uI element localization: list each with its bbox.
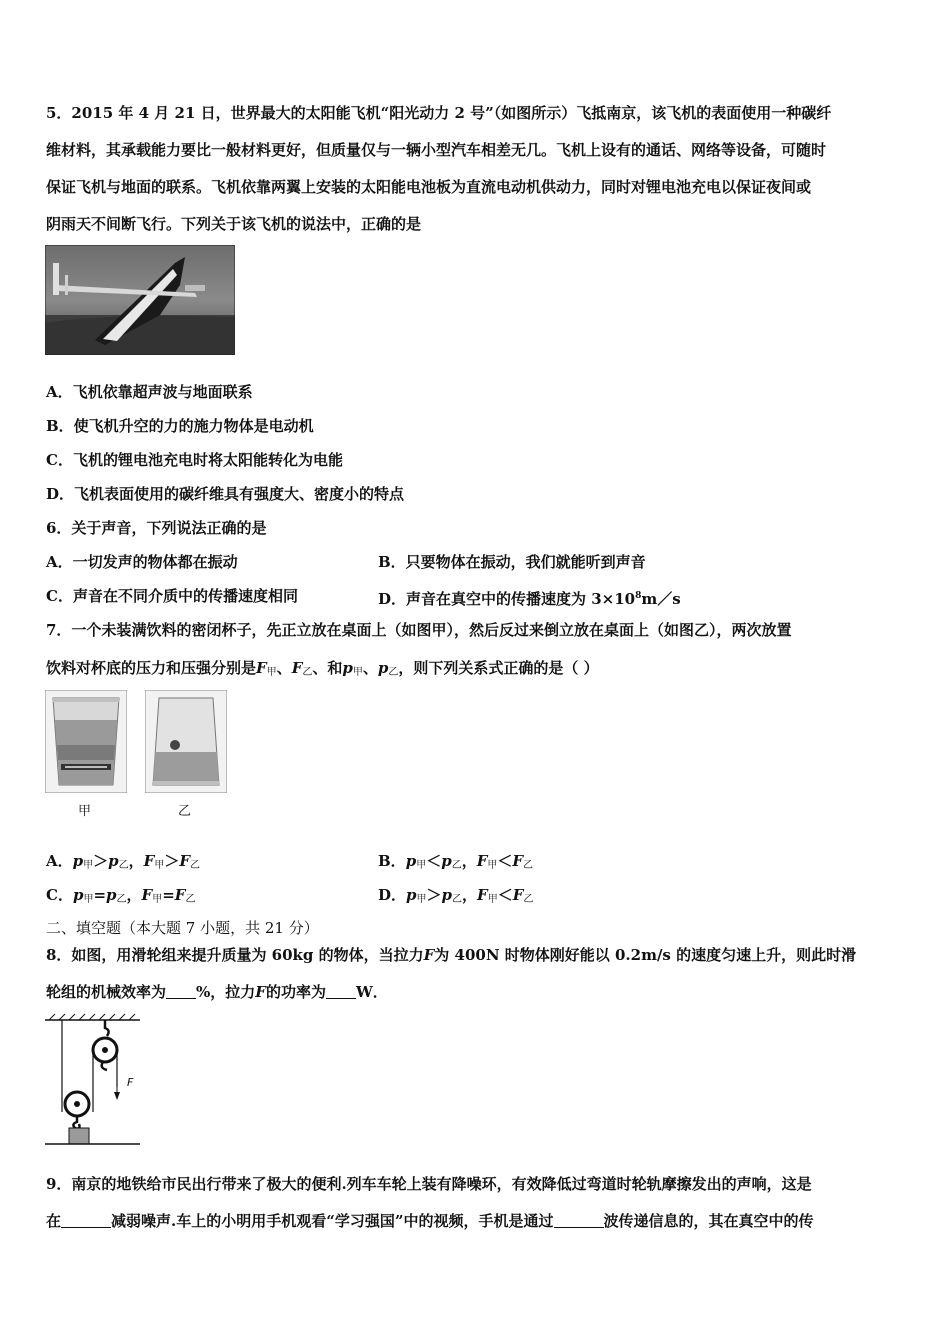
relation: ＞ [164,852,180,870]
q6-option-b: B．只要物体在振动，我们就能听到声音 [378,553,646,571]
q9-line-2-text: 在 [46,1212,62,1230]
symbol-p: p [106,886,117,904]
q5-option-d: D．飞机表面使用的碳纤维具有强度大、密度小的特点 [46,485,405,503]
subscript-jia: 甲 [83,894,94,905]
caption-yi: 乙 [178,804,192,819]
q6-option-d-unit: m／s [641,590,681,608]
subscript-jia: 甲 [352,667,363,678]
subscript-jia: 甲 [487,860,498,871]
q8-line-2-text: 轮组的机械效率为 [46,983,167,1001]
relation: = [93,886,107,904]
symbol-F: F [141,886,153,904]
symbol-p: p [72,852,84,870]
separator: ， [128,852,144,870]
subscript-yi: 乙 [118,860,129,871]
subscript-jia: 甲 [416,894,427,905]
option-label: C． [46,886,73,904]
q8-line-1-text: 8．如图，用滑轮组来提升质量为 60kg 的物体，当拉力 [46,946,424,964]
symbol-F: F [179,852,190,870]
symbol-p: p [342,659,353,677]
relation: ＞ [93,852,109,870]
answer-blank[interactable] [554,1213,604,1228]
q6-option-d-text: D．声音在真空中的传播速度为 3×10 [378,590,636,608]
cup-inverted-photo [145,690,227,793]
q9-line-2-text: 波传递信息的，其在真空中的传 [603,1212,814,1230]
q7-option-d [378,885,533,910]
symbol-F: F [291,659,303,677]
symbol-F: F [512,886,524,904]
solar-plane-photo [45,245,235,355]
symbol-F: F [256,659,267,677]
q7-line-2-text: 饮料对杯底的压力和压强分别是 [46,659,257,677]
symbol-p: p [108,852,119,870]
subscript-yi: 乙 [190,860,200,871]
q6-option-c: C．声音在不同介质中的传播速度相同 [46,587,298,605]
symbol-p: p [405,852,417,870]
separator: ， [126,886,142,904]
option-label: A． [46,852,73,870]
q7-option-b [378,851,533,876]
relation: ＜ [497,852,513,870]
q9-line-2 [46,1211,814,1231]
q5-option-c: C．飞机的锂电池充电时将太阳能转化为电能 [46,451,343,469]
q9-line-2-text: 减弱噪声.车上的小明用手机观看“学习强国”中的视频，手机是通过 [111,1212,554,1230]
q8-line-2-text: %，拉力 [196,983,256,1001]
symbol-p: p [406,886,417,904]
separator: ， [462,886,478,904]
q5-line-4: 阴雨天不间断飞行。下列关于该飞机的说法中，正确的是 [46,215,422,233]
symbol-F: F [512,852,524,870]
symbol-F: F [477,886,488,904]
q8-line-2 [46,982,388,1002]
q7-option-a [46,851,200,876]
separator: 、和 [312,659,343,677]
q8-line-1 [46,945,856,965]
q7-line-1: 7．一个未装满饮料的密闭杯子，先正立放在桌面上（如图甲），然后反过来倒立放在桌面上（如图乙），两次放置 [46,621,792,639]
subscript-yi: 乙 [185,894,196,905]
caption-jia: 甲 [78,804,92,819]
pulley-force-label: F [127,1076,134,1089]
subscript-yi: 乙 [116,894,127,905]
q8-line-2-text: 的功率为 [265,983,326,1001]
answer-blank[interactable] [326,984,356,999]
symbol-F: F [174,886,186,904]
relation: ＞ [426,886,442,904]
subscript-jia: 甲 [487,894,498,905]
symbol-p: p [441,852,452,870]
subscript-jia: 甲 [416,860,427,871]
symbol-F: F [255,983,266,1001]
section-heading: 二、填空题（本大题 7 小题，共 21 分） [46,919,319,937]
separator: ， [461,852,477,870]
q8-line-2-text: W． [355,983,388,1001]
cup-upright-photo [45,690,127,793]
q7-line-2 [46,658,599,683]
subscript-yi: 乙 [302,667,313,678]
option-label: B． [378,852,406,870]
subscript-jia: 甲 [266,667,277,678]
subscript-yi: 乙 [388,667,399,678]
subscript-yi: 乙 [523,894,534,905]
answer-blank[interactable] [61,1213,111,1228]
q5-line-1: 5．2015 年 4 月 21 日，世界最大的太阳能飞机“阳光动力 2 号”（如图所示）飞抵南京，该飞机的表面使用一种碳纤 [46,104,832,122]
q6-option-a: A．一切发声的物体都在振动 [46,553,238,571]
q5-option-b: B．使飞机升空的力的施力物体是电动机 [46,417,314,435]
subscript-jia: 甲 [154,860,165,871]
q7-option-c [46,885,195,910]
symbol-F: F [476,852,488,870]
symbol-F: F [423,946,435,964]
q6-option-d [378,586,681,609]
q6-stem: 6．关于声音，下列说法正确的是 [46,519,267,537]
subscript-yi: 乙 [451,860,462,871]
separator: 、 [362,659,378,677]
answer-blank[interactable] [166,984,196,999]
q9-line-1: 9．南京的地铁给市民出行带来了极大的便利.列车车轮上装有降噪环，有效降低过弯道时轮轨摩擦发出的声响，这是 [46,1175,812,1193]
q5-line-3: 保证飞机与地面的联系。飞机依靠两翼上安装的太阳能电池板为直流电动机供动力，同时对锂电池充电以保证夜间或 [46,178,812,196]
symbol-F: F [143,852,155,870]
relation: ＜ [426,852,442,870]
symbol-p: p [441,886,453,904]
subscript-jia: 甲 [83,860,94,871]
q8-line-1-text-end: 为 400N 时物体刚好能以 0.2m/s 的速度匀速上升，则此时滑 [434,946,857,964]
relation: ＜ [497,886,513,904]
relation: = [162,886,175,904]
separator: 、 [276,659,292,677]
option-label: D． [378,886,407,904]
symbol-p: p [72,886,84,904]
subscript-yi: 乙 [452,894,463,905]
subscript-yi: 乙 [523,860,534,871]
q7-line-2-end: ，则下列关系式正确的是（ ） [398,659,599,677]
subscript-jia: 甲 [152,894,163,905]
q6-option-d-exponent: 8 [635,591,642,601]
q5-option-a: A．飞机依靠超声波与地面联系 [46,383,253,401]
symbol-p: p [377,659,389,677]
q5-line-2: 维材料，其承载能力要比一般材料更好，但质量仅与一辆小型汽车相差无几。飞机上设有的通话、网络等设备，可随时 [46,141,827,159]
